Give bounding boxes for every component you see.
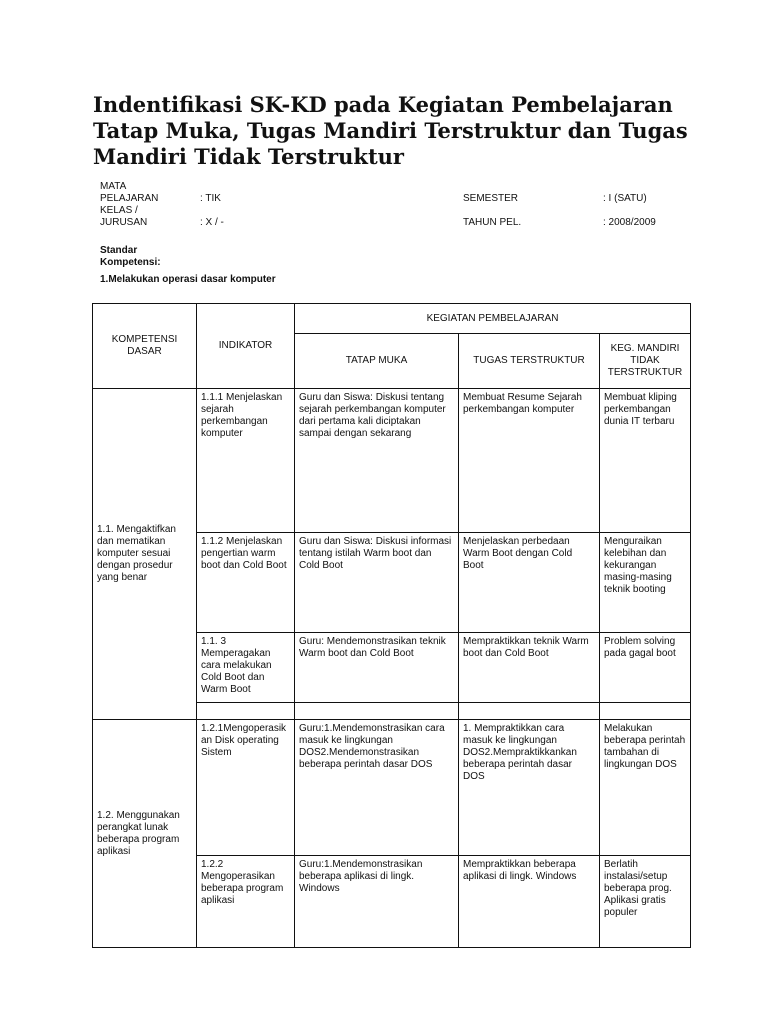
indikator-cell: 1.1.1 Menjelaskan sejarah perkembangan komputer bbox=[197, 389, 295, 533]
header-tatap-muka: TATAP MUKA bbox=[295, 334, 459, 389]
indikator-cell: 1.2.2 Mengoperasikan beberapa program aplikasi bbox=[197, 856, 295, 948]
tatap-muka-cell: Guru:1.Mendemonstrasikan cara masuk ke lingkungan DOS2.Mendemonstrasikan beberapa perintah dasar DOS bbox=[295, 720, 459, 856]
tatap-muka-cell: Guru dan Siswa: Diskusi tentang sejarah perkembangan komputer dari pertama kali diciptakan sampai dengan sekarang bbox=[295, 389, 459, 533]
tugas-terstruktur-cell: Menjelaskan perbedaan Warm Boot dengan Cold Boot bbox=[459, 533, 600, 633]
header-kompetensi-dasar: KOMPETENSI DASAR bbox=[93, 304, 197, 389]
pelajaran-value: : TIK bbox=[200, 193, 221, 204]
page-title: Indentifikasi SK-KD pada Kegiatan Pembelajaran Tatap Muka, Tugas Mandiri Terstruktur dan Tugas Mandiri Tidak Terstruktur bbox=[93, 92, 688, 169]
semester-value: : I (SATU) bbox=[603, 193, 647, 204]
pelajaran-label: PELAJARAN bbox=[100, 193, 159, 204]
kompetensi-dasar-1: 1.1. Mengaktifkan dan mematikan komputer sesuai dengan prosedur yang benar bbox=[93, 389, 197, 720]
kompetensi-dasar-2: 1.2. Menggunakan perangkat lunak beberapa program aplikasi bbox=[93, 720, 197, 948]
semester-label: SEMESTER bbox=[463, 193, 519, 204]
mandiri-cell: Berlatih instalasi/setup beberapa prog. Aplikasi gratis populer bbox=[600, 856, 691, 948]
header-kegiatan-pembelajaran: KEGIATAN PEMBELAJARAN bbox=[295, 304, 691, 334]
tatap-muka-cell: Guru dan Siswa: Diskusi informasi tentang istilah Warm boot dan Cold Boot bbox=[295, 533, 459, 633]
sk-kd-table bbox=[92, 303, 691, 948]
jurusan-value: : X / - bbox=[200, 217, 224, 228]
tugas-terstruktur-cell: 1. Mempraktikkan cara masuk ke lingkungan DOS2.Mempraktikkankan beberapa perintah dasar DOS bbox=[459, 720, 600, 856]
tugas-terstruktur-cell: Mempraktikkan teknik Warm boot dan Cold Boot bbox=[459, 633, 600, 703]
mandiri-cell: Membuat kliping perkembangan dunia IT terbaru bbox=[600, 389, 691, 533]
header-mandiri-tidak-terstruktur: KEG. MANDIRI TIDAK TERSTRUKTUR bbox=[600, 334, 691, 389]
tugas-terstruktur-cell: Membuat Resume Sejarah perkembangan komputer bbox=[459, 389, 600, 533]
standar-kompetensi-item: 1.Melakukan operasi dasar komputer bbox=[100, 274, 276, 285]
table-row bbox=[93, 720, 691, 856]
mandiri-cell: Melakukan beberapa perintah tambahan di lingkungan DOS bbox=[600, 720, 691, 856]
tatap-muka-cell: Guru:1.Mendemonstrasikan beberapa aplikasi di lingk. Windows bbox=[295, 856, 459, 948]
tahun-label: TAHUN PEL. bbox=[463, 217, 522, 228]
table-row bbox=[93, 389, 691, 533]
indikator-cell: 1.1. 3 Memperagakan cara melakukan Cold Boot dan Warm Boot bbox=[197, 633, 295, 703]
header-indikator: INDIKATOR bbox=[197, 304, 295, 389]
mata-label: MATA bbox=[100, 181, 127, 192]
table-header-row bbox=[93, 304, 691, 334]
mandiri-cell: Problem solving pada gagal boot bbox=[600, 633, 691, 703]
empty-cell bbox=[295, 703, 459, 720]
kompetensi-label: Kompetensi: bbox=[100, 257, 161, 268]
indikator-cell: 1.2.1Mengoperasikan Disk operating Sistem bbox=[197, 720, 295, 856]
kelas-label: KELAS / bbox=[100, 205, 138, 216]
empty-cell bbox=[459, 703, 600, 720]
mandiri-cell: Menguraikan kelebihan dan kekurangan masing-masing teknik booting bbox=[600, 533, 691, 633]
empty-cell bbox=[600, 703, 691, 720]
empty-cell bbox=[197, 703, 295, 720]
indikator-cell: 1.1.2 Menjelaskan pengertian warm boot dan Cold Boot bbox=[197, 533, 295, 633]
standar-label: Standar bbox=[100, 245, 138, 256]
jurusan-label: JURUSAN bbox=[100, 217, 148, 228]
tahun-value: : 2008/2009 bbox=[603, 217, 656, 228]
tatap-muka-cell: Guru: Mendemonstrasikan teknik Warm boot dan Cold Boot bbox=[295, 633, 459, 703]
tugas-terstruktur-cell: Mempraktikkan beberapa aplikasi di lingk. Windows bbox=[459, 856, 600, 948]
header-tugas-terstruktur: TUGAS TERSTRUKTUR bbox=[459, 334, 600, 389]
